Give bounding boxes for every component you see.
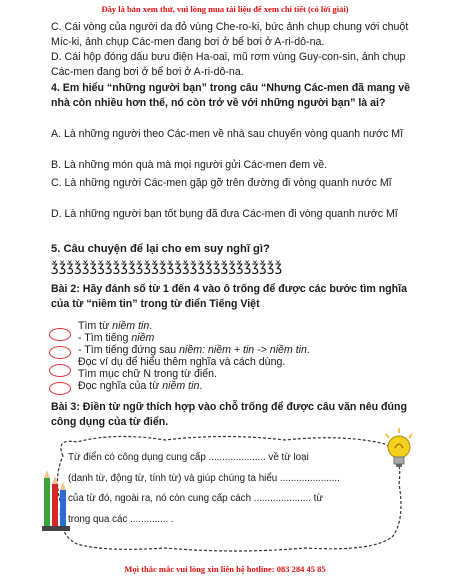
bai2-step: Tìm từ niềm tin. [78, 320, 153, 332]
step-box-1[interactable] [49, 328, 71, 341]
bai3-line: của từ đó, ngoài ra, nó còn cung cấp cách ..................... từ [68, 493, 323, 504]
bai3-title: Bài 3: Điền từ ngữ thích hợp vào chỗ trống để được câu văn nêu đúng công dụng của từ điển. [51, 401, 407, 428]
bai2-step: - Tìm tiếng niềm [78, 332, 155, 344]
hotline-footer: Mọi thắc mắc vui lòng xin liên hệ hotline: 083 284 45 85 [124, 564, 326, 574]
bai2-title: Bài 2: Hãy đánh số từ 1 đến 4 vào ô trống để được các bước tìm nghĩa của từ “niềm tin” trong từ điển Tiếng Việt [51, 283, 407, 310]
q3-option-c: C. Cái vòng của người da đỏ vùng Che-ro-ki, bức ảnh chụp chung với chuột Míc-ki, ảnh chụp Các-men đang bơi ở bể bơi ở A-ri-dô-na. [51, 21, 409, 48]
lightbulb-icon [382, 428, 416, 472]
step-box-4[interactable] [49, 382, 71, 395]
bai2-step: - Tìm tiếng đứng sau niềm: niềm + tin -> niềm tin. [78, 344, 310, 356]
preview-banner: Đây là bản xem thử, vui lòng mua tài liệu để xem chi tiết (có lời giải) [101, 4, 349, 14]
step-box-2[interactable] [49, 346, 71, 359]
bai3-line: trong qua các .............. . [68, 514, 174, 525]
q4-option-c: C. Là những người Các-men gặp gỡ trên đường đi vòng quanh nước Mĩ [51, 177, 392, 189]
bai3-line: Từ điển có công dụng cung cấp ..................... về từ loại [68, 452, 309, 463]
q4-option-b: B. Là những món quà mà mọi người gửi Các-men đem về. [51, 159, 328, 171]
q4-option-a: A. Là những người theo Các-men về nhà sau chuyến vòng quanh nước Mĩ [51, 128, 404, 140]
bai3-line: (danh từ, động từ, tính từ) và giúp chúng ta hiểu ...................... [68, 473, 340, 484]
q5-question: 5. Câu chuyện để lại cho em suy nghĩ gì? [51, 243, 270, 255]
q3-option-d: D. Cái hộp đóng dấu bưu điện Ha-oai, mũ rơm vùng Guy-con-sin, ảnh chụp Các-men đang bơi ở bể bơi ở A-ri-dô-na. [51, 51, 406, 78]
q4-question: 4. Em hiểu “những người bạn” trong câu “Nhưng Các-men đã mang về nhà còn nhiều hơn thế, nó còn trở về với những người bạn” là ai? [51, 82, 410, 109]
q4-option-d: D. Là những người bạn tốt bụng đã đưa Các-men đi vòng quanh nước Mĩ [51, 208, 398, 220]
bai2-step: Đọc ví dụ để hiểu thêm nghĩa và cách dùng. [78, 356, 286, 368]
bai2-step: Tìm mục chữ N trong từ điển. [78, 368, 217, 380]
bai2-step: Đọc nghĩa của từ niềm tin. [78, 380, 203, 392]
step-box-3[interactable] [49, 364, 71, 377]
q5-answer-line: ǯǯǯǯǯǯǯǯǯǯǯǯǯǯǯǯǯǯǯǯǯǯǯǯǯǯǯǯǯǯ [51, 260, 283, 275]
